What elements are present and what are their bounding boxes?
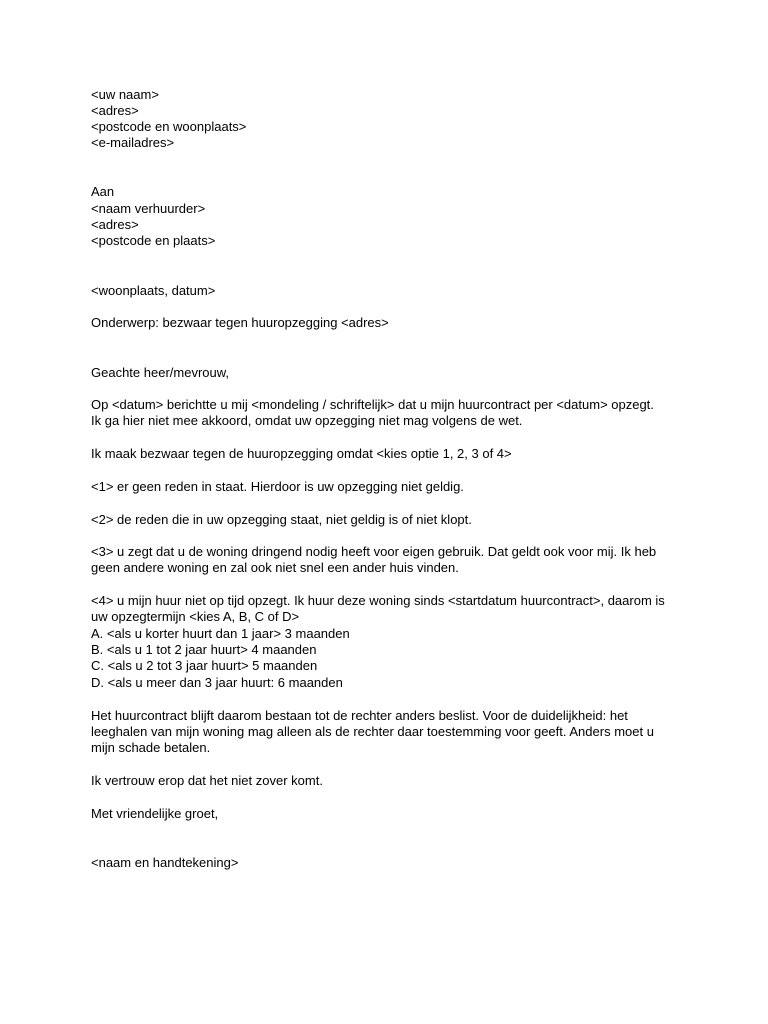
option-2: <2> de reden die in uw opzegging staat, niet geldig is of niet klopt. [91, 512, 472, 527]
trust-line: Ik vertrouw erop dat het niet zover komt. [91, 773, 323, 788]
objection-line: Ik maak bezwaar tegen de huuropzegging omdat <kies optie 1, 2, 3 of 4> [91, 446, 512, 461]
sender-postal-city: <postcode en woonplaats> [91, 119, 247, 134]
recipient-postal-city: <postcode en plaats> [91, 233, 216, 248]
intro-line: Ik ga hier niet mee akkoord, omdat uw opzegging niet mag volgens de wet. [91, 413, 523, 428]
option-4-choice-b: B. <als u 1 tot 2 jaar huurt> 4 maanden [91, 642, 317, 657]
conclusion-line: leeghalen van mijn woning mag alleen als de rechter daar toestemming voor geeft. Anders moet u [91, 724, 654, 739]
option-4-line: <4> u mijn huur niet op tijd opzegt. Ik huur deze woning sinds <startdatum huurcontract>, daarom is [91, 593, 665, 608]
option-4-choice-d: D. <als u meer dan 3 jaar huurt: 6 maanden [91, 675, 343, 690]
recipient-address: <adres> [91, 217, 139, 232]
option-4-choice-a: A. <als u korter huurt dan 1 jaar> 3 maanden [91, 626, 350, 641]
salutation: Geachte heer/mevrouw, [91, 365, 230, 380]
intro-line: Op <datum> berichtte u mij <mondeling / schriftelijk> dat u mijn huurcontract per <datum> opzegt. [91, 397, 654, 412]
option-4-choice-c: C. <als u 2 tot 3 jaar huurt> 5 maanden [91, 658, 318, 673]
sender-name: <uw naam> [91, 87, 159, 102]
subject-line: Onderwerp: bezwaar tegen huuropzegging <adres> [91, 315, 389, 330]
place-date: <woonplaats, datum> [91, 283, 216, 298]
option-3-line: <3> u zegt dat u de woning dringend nodig heeft voor eigen gebruik. Dat geldt ook voor mij. Ik heb [91, 544, 657, 559]
closing: Met vriendelijke groet, [91, 806, 219, 821]
conclusion-line: Het huurcontract blijft daarom bestaan tot de rechter anders beslist. Voor de duidelijkheid: het [91, 708, 628, 723]
recipient-name: <naam verhuurder> [91, 201, 206, 216]
recipient-to-label: Aan [91, 184, 115, 199]
option-1: <1> er geen reden in staat. Hierdoor is uw opzegging niet geldig. [91, 479, 464, 494]
option-4-line: uw opzegtermijn <kies A, B, C of D> [91, 609, 300, 624]
sender-email: <e-mailadres> [91, 135, 175, 150]
sender-address: <adres> [91, 103, 139, 118]
option-3-line: geen andere woning en zal ook niet snel een ander huis vinden. [91, 560, 459, 575]
signature: <naam en handtekening> [91, 855, 239, 870]
conclusion-line: mijn schade betalen. [91, 740, 211, 755]
